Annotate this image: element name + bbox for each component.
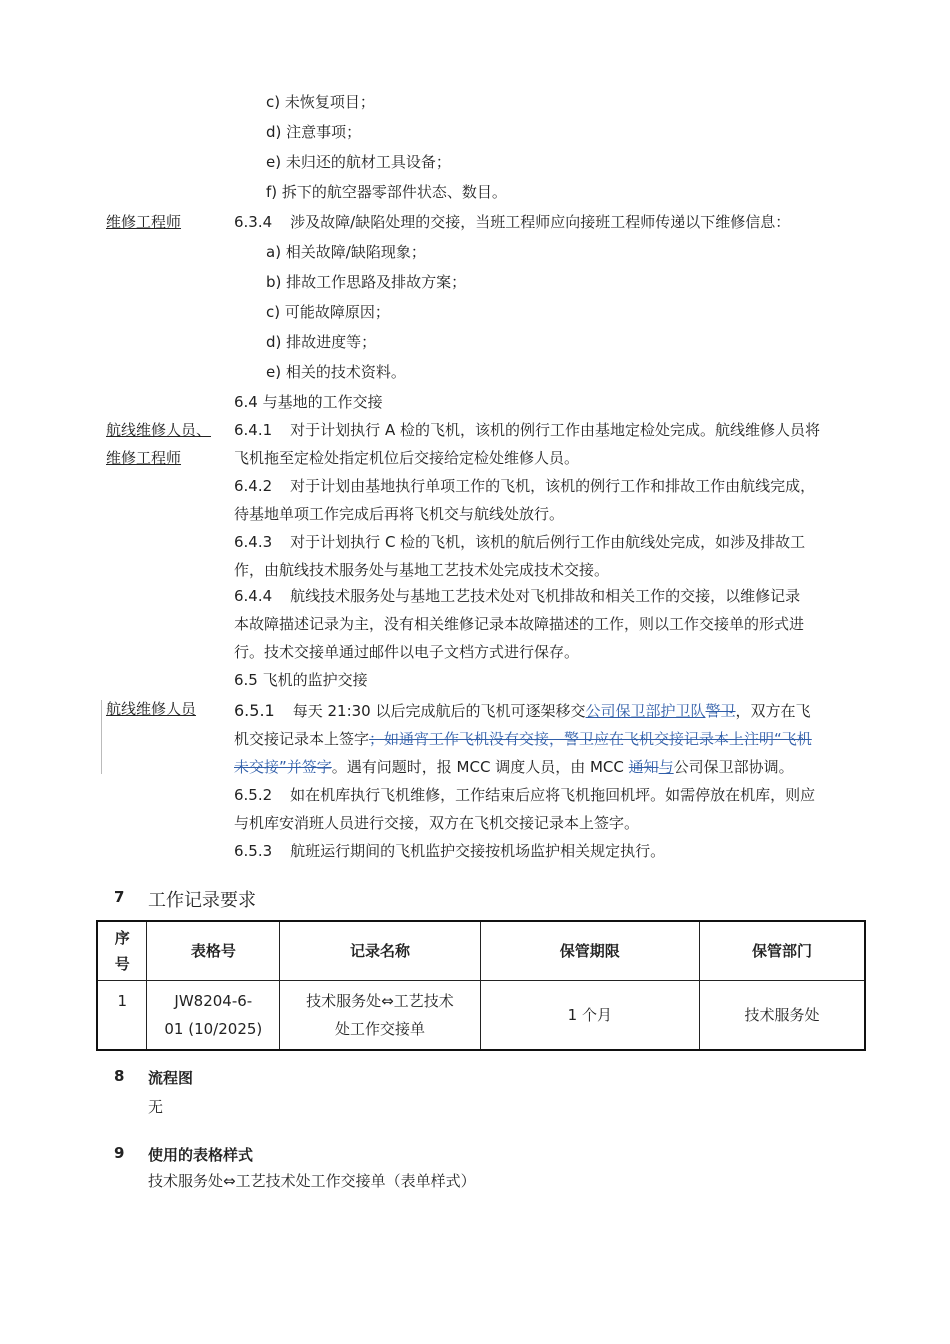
clause-number: 6.5.1: [234, 701, 275, 720]
table-cell: 技术服务处: [699, 981, 865, 1051]
clause-number: 6.4.3: [234, 533, 273, 551]
list-item: c) 未恢复项目；: [266, 93, 375, 111]
revision-bar: [101, 700, 102, 774]
column-header: 记录名称: [280, 921, 480, 981]
role-label-line-staff: 航线维修人员: [106, 700, 197, 718]
clause-text-continued: 飞机拖至定检处指定机位后交接给定检处维修人员。: [234, 449, 580, 467]
section-heading-6-4: 6.4 与基地的工作交接: [234, 393, 383, 411]
clause-number: 6.3.4: [234, 213, 273, 231]
clause-6-3-4: [234, 207, 884, 237]
clause-text-continued: 行。技术交接单通过邮件以电子文档方式进行保存。: [234, 643, 580, 661]
records-table: [96, 920, 866, 1051]
cell-line: 01 (10/2025): [164, 1020, 263, 1038]
table-cell: 1: [97, 981, 147, 1051]
clause-6-4-1: [234, 415, 884, 445]
clause-text: 涉及故障/缺陷处理的交接，当班工程师应向接班工程师传递以下维修信息：: [290, 213, 791, 231]
role-label-line-staff: 航线维修人员、: [106, 421, 212, 439]
role-label-maintenance-engineer: 维修工程师: [106, 449, 182, 467]
role-label-maintenance-engineer: 维修工程师: [106, 213, 182, 231]
tracked-deletion: 通知: [628, 758, 659, 776]
list-item: e) 相关的技术资料。: [266, 363, 406, 381]
cell-line: 技术服务处⇔工艺技术: [306, 992, 454, 1010]
clause-text-continued: 待基地单项工作完成后再将飞机交与航线处放行。: [234, 505, 565, 523]
clause-6-5-3: [234, 836, 884, 866]
list-item: e) 未归还的航材工具设备；: [266, 153, 451, 171]
table-cell: [280, 981, 480, 1051]
clause-text: 。遇有问题时，报 MCC 调度人员，由 MCC: [331, 758, 629, 776]
cell-line: JW8204-6-: [174, 992, 253, 1010]
list-item: b) 排故工作思路及排故方案；: [266, 273, 467, 291]
list-item: a) 相关故障/缺陷现象；: [266, 243, 426, 261]
cell-line: 处工作交接单: [334, 1020, 425, 1038]
section-9-body: 技术服务处⇔工艺技术处工作交接单（表单样式）: [148, 1172, 476, 1190]
tracked-insertion[interactable]: 公司保卫部护卫队: [585, 702, 706, 720]
clause-text-continued: [234, 752, 884, 782]
section-8-body: 无: [148, 1098, 164, 1116]
clause-text: 如在机库执行飞机维修，工作结束后应将飞机拖回机坪。如需停放在机库，则应: [290, 786, 816, 804]
clause-6-4-4: [234, 581, 884, 611]
section-9-title: 使用的表格样式: [148, 1146, 254, 1164]
section-7-title: 工作记录要求: [148, 890, 256, 911]
clause-text: 对于计划由基地执行单项工作的飞机，该机的例行工作和排故工作由航线完成，: [290, 477, 816, 495]
clause-6-4-2: [234, 471, 884, 501]
tracked-insertion[interactable]: 与: [658, 758, 674, 776]
section-8-number: 8: [114, 1067, 125, 1085]
clause-text-continued: 作，由航线技术服务处与基地工艺技术处完成技术交接。: [234, 561, 610, 579]
clause-text: 航班运行期间的飞机监护交接按机场监护相关规定执行。: [290, 842, 666, 860]
clause-text: 每天 21:30 以后完成航后的飞机可逐架移交: [292, 702, 586, 720]
table-cell: [147, 981, 280, 1051]
tracked-deletion: ；如通宵工作飞机没有交接，警卫应在飞机交接记录本上注明“飞机: [369, 730, 812, 748]
column-header-seq: 序号: [114, 929, 130, 973]
clause-number: 6.5.2: [234, 786, 273, 804]
clause-text: 对于计划执行 C 检的飞机，该机的航后例行工作由航线处完成，如涉及排故工: [290, 533, 806, 551]
column-header: 保管部门: [699, 921, 865, 981]
list-item: d) 注意事项；: [266, 123, 362, 141]
clause-text: 对于计划执行 A 检的飞机，该机的例行工作由基地定检处完成。航线维修人员将: [290, 421, 820, 439]
clause-text: 航线技术服务处与基地工艺技术处对飞机排故和相关工作的交接，以维修记录: [290, 587, 801, 605]
list-item: f) 拆下的航空器零部件状态、数目。: [266, 183, 507, 201]
clause-text-continued: 与机库安消班人员进行交接，双方在飞机交接记录本上签字。: [234, 814, 640, 832]
clause-text: 公司保卫部协调。: [673, 758, 794, 776]
clause-text-continued: [234, 724, 884, 754]
table-cell: 1 个月: [480, 981, 699, 1051]
tracked-deletion: 警卫: [705, 702, 736, 720]
clause-6-5-1: [234, 696, 884, 726]
column-header: [97, 921, 147, 981]
table-row: [97, 981, 865, 1051]
list-item: d) 排故进度等；: [266, 333, 377, 351]
clause-text-continued: 本故障描述记录为主，没有相关维修记录本故障描述的工作，则以工作交接单的形式进: [234, 615, 805, 633]
section-8-title: 流程图: [148, 1069, 194, 1087]
tracked-deletion: 未交接”并签字: [234, 758, 332, 776]
clause-text: ，双方在飞: [735, 702, 811, 720]
clause-text: 机交接记录本上签字: [234, 730, 370, 748]
clause-number: 6.5.3: [234, 842, 273, 860]
section-9-number: 9: [114, 1144, 125, 1162]
column-header: 保管期限: [480, 921, 699, 981]
table-header-row: [97, 921, 865, 981]
clause-number: 6.4.2: [234, 477, 273, 495]
clause-6-5-2: [234, 780, 884, 810]
clause-number: 6.4.1: [234, 421, 273, 439]
clause-6-4-3: [234, 527, 884, 557]
clause-number: 6.4.4: [234, 587, 273, 605]
section-7-number: 7: [114, 888, 125, 906]
column-header: 表格号: [147, 921, 280, 981]
section-heading-6-5: 6.5 飞机的监护交接: [234, 671, 368, 689]
list-item: c) 可能故障原因；: [266, 303, 390, 321]
